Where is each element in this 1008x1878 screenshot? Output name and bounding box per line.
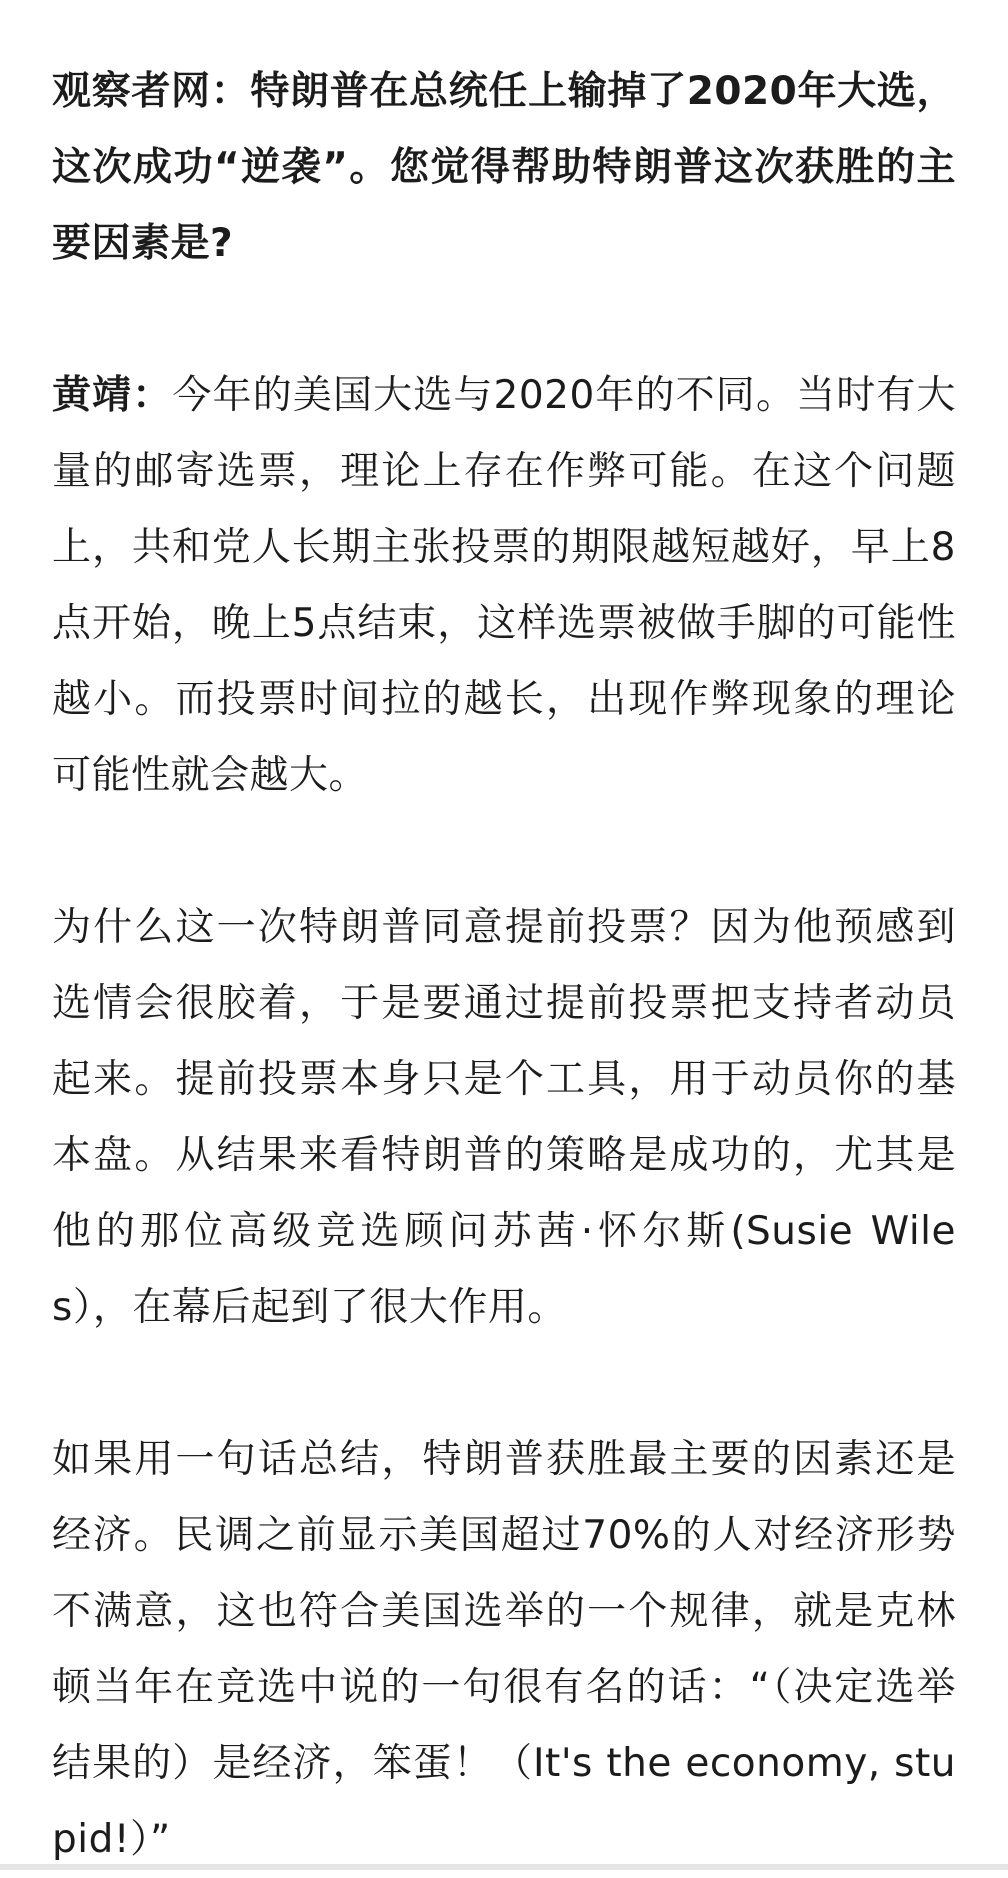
speaker-label: 黄靖： [52, 373, 173, 418]
interview-question: 观察者网：特朗普在总统任上输掉了2020年大选，这次成功“逆袭”。您觉得帮助特朗普这次获胜的主要因素是? [52, 69, 956, 266]
answer-paragraph-3: 如果用一句话总结，特朗普获胜最主要的因素还是经济。民调之前显示美国超过70%的人对经济形势不满意，这也符合美国选举的一个规律，就是克林顿当年在竞选中说的一句很有名的话：“（决定选举结果的）是经济，笨蛋！（It's the economy, stupid!）” [52, 1437, 956, 1862]
paragraph-gap [52, 282, 956, 358]
bottom-divider [0, 1864, 1008, 1870]
article-body [52, 54, 956, 1878]
answer-paragraph-2: 为什么这一次特朗普同意提前投票？因为他预感到选情会很胶着，于是要通过提前投票把支持者动员起来。提前投票本身只是个工具，用于动员你的基本盘。从结果来看特朗普的策略是成功的，尤其是他的那位高级竞选顾问苏茜·怀尔斯(Susie Wiles），在幕后起到了很大作用。 [52, 905, 956, 1330]
paragraph-gap [52, 814, 956, 890]
paragraph-gap [52, 1346, 956, 1422]
answer-text-1: 今年的美国大选与2020年的不同。当时有大量的邮寄选票，理论上存在作弊可能。在这个问题上，共和党人长期主张投票的期限越短越好，早上8点开始，晚上5点结束，这样选票被做手脚的可能性越小。而投票时间拉的越长，出现作弊现象的理论可能性就会越大。 [52, 373, 956, 798]
answer-paragraph-1 [52, 358, 956, 814]
